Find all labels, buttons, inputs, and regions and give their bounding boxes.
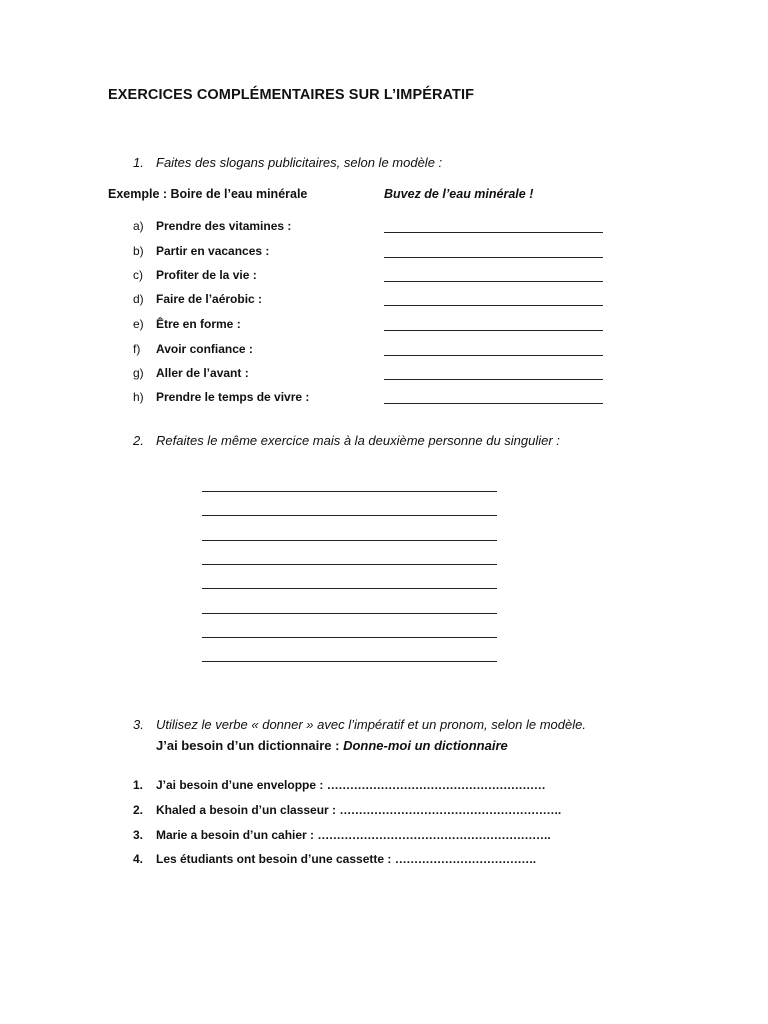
item-letter: h) bbox=[133, 390, 144, 404]
section-1-number: 1. bbox=[133, 155, 144, 170]
item-number: 2. bbox=[133, 803, 144, 817]
item-prompt: Faire de l’aérobic : bbox=[156, 292, 263, 306]
answer-line[interactable] bbox=[384, 355, 603, 356]
item-prompt: Partir en vacances : bbox=[156, 244, 270, 258]
answer-line[interactable] bbox=[202, 540, 497, 541]
item-prompt: Khaled a besoin d’un classeur : bbox=[156, 803, 337, 817]
answer-dots[interactable]: ………………………………. bbox=[394, 852, 536, 866]
answer-line[interactable] bbox=[384, 232, 603, 233]
section-2-instruction: Refaites le même exercice mais à la deuxième personne du singulier : bbox=[156, 433, 560, 448]
example-answer: Buvez de l’eau minérale ! bbox=[384, 187, 534, 201]
item-letter: f) bbox=[133, 342, 141, 356]
item-number: 4. bbox=[133, 852, 144, 866]
answer-line[interactable] bbox=[202, 661, 497, 662]
answer-line[interactable] bbox=[202, 564, 497, 565]
section-3-instruction: Utilisez le verbe « donner » avec l’impératif et un pronom, selon le modèle. bbox=[156, 717, 586, 732]
item-prompt: Aller de l’avant : bbox=[156, 366, 249, 380]
item-row bbox=[156, 852, 536, 866]
item-prompt: Les étudiants ont besoin d’une cassette : bbox=[156, 852, 392, 866]
item-letter: a) bbox=[133, 219, 144, 233]
section-3-number: 3. bbox=[133, 717, 144, 732]
model-prompt: J’ai besoin d’un dictionnaire : bbox=[156, 738, 340, 753]
answer-line[interactable] bbox=[384, 257, 603, 258]
item-letter: c) bbox=[133, 268, 143, 282]
answer-line[interactable] bbox=[202, 588, 497, 589]
answer-line[interactable] bbox=[384, 305, 603, 306]
answer-line[interactable] bbox=[384, 403, 603, 404]
item-letter: d) bbox=[133, 292, 144, 306]
answer-dots[interactable]: ……………………………………………………. bbox=[317, 828, 551, 842]
answer-line[interactable] bbox=[202, 515, 497, 516]
section-1-instruction: Faites des slogans publicitaires, selon le modèle : bbox=[156, 155, 443, 170]
answer-dots[interactable]: ………………………………………………… bbox=[326, 778, 546, 792]
item-letter: b) bbox=[133, 244, 144, 258]
item-row bbox=[156, 803, 561, 817]
item-row bbox=[156, 828, 550, 842]
answer-line[interactable] bbox=[384, 281, 603, 282]
answer-dots[interactable]: …………………………………………………. bbox=[339, 803, 561, 817]
answer-line[interactable] bbox=[384, 379, 603, 380]
example-prompt: Exemple : Boire de l’eau minérale bbox=[108, 187, 308, 201]
item-prompt: Être en forme : bbox=[156, 317, 241, 331]
item-letter: e) bbox=[133, 317, 144, 331]
answer-line[interactable] bbox=[202, 637, 497, 638]
item-prompt: Prendre des vitamines : bbox=[156, 219, 292, 233]
answer-line[interactable] bbox=[202, 613, 497, 614]
section-2-number: 2. bbox=[133, 433, 144, 448]
model-answer: Donne-moi un dictionnaire bbox=[343, 738, 508, 753]
answer-line[interactable] bbox=[202, 491, 497, 492]
item-row bbox=[156, 778, 545, 792]
item-number: 3. bbox=[133, 828, 144, 842]
section-3-model bbox=[156, 738, 508, 753]
item-letter: g) bbox=[133, 366, 144, 380]
item-prompt: Marie a besoin d’un cahier : bbox=[156, 828, 315, 842]
page-title: EXERCICES COMPLÉMENTAIRES SUR L’IMPÉRATIF bbox=[108, 87, 475, 103]
answer-line[interactable] bbox=[384, 330, 603, 331]
item-prompt: J’ai besoin d’une enveloppe : bbox=[156, 778, 324, 792]
item-prompt: Profiter de la vie : bbox=[156, 268, 257, 282]
item-prompt: Avoir confiance : bbox=[156, 342, 253, 356]
item-number: 1. bbox=[133, 778, 144, 792]
item-prompt: Prendre le temps de vivre : bbox=[156, 390, 310, 404]
